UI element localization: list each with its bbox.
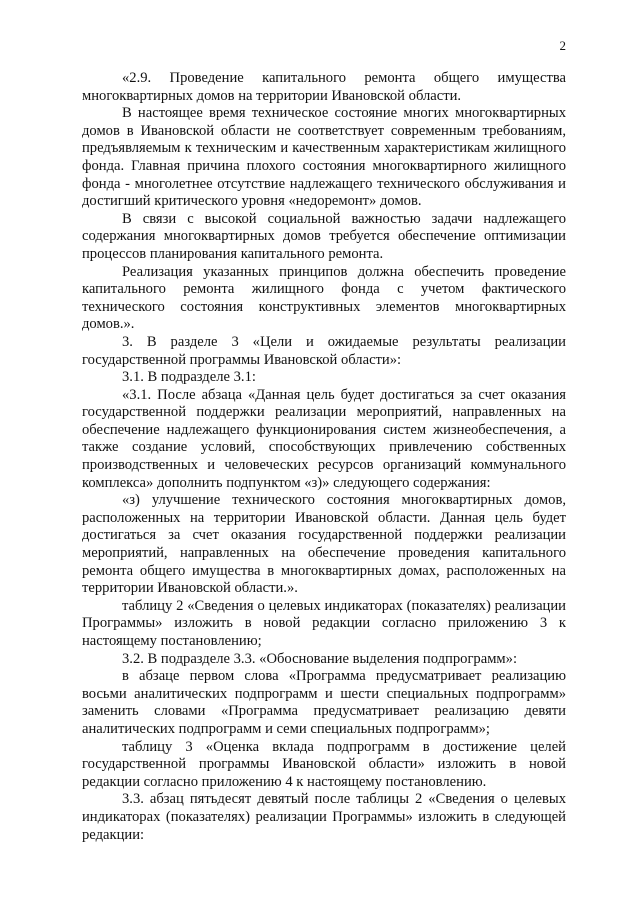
document-body bbox=[82, 70, 566, 844]
paragraph-first-paragraph-words: в абзаце первом слова «Программа предусматривает реализацию восьми аналитических подпрограмм и шести специальных подпрограмм» заменить словами «Программа предусматривает реализацию девяти аналитических подпрограмм и семи специальных подпрограмм»; bbox=[82, 668, 566, 737]
paragraph-principles: Реализация указанных принципов должна обеспечить проведение капитального ремонта жилищного фонда с учетом фактического технического состояния конструктивных элементов многоквартирных домов.». bbox=[82, 263, 566, 333]
paragraph-table-3: таблицу 3 «Оценка вклада подпрограмм в достижение целей государственной программы Ивановской области» изложить в новой редакции согласно приложению 4 к настоящему постановлению. bbox=[82, 738, 566, 790]
paragraph-subitem-z: «з) улучшение технического состояния многоквартирных домов, расположенных на территории Ивановской области. Данная цель будет достигаться за счет оказания государственной поддержки реализации мероприятий, направленных на обеспечение проведения капитального ремонта общего имущества в многоквартирных домах, расположенных на территории Ивановской области.». bbox=[82, 492, 566, 597]
paragraph-section-2-9-title: «2.9. Проведение капитального ремонта общего имущества многоквартирных домов на территории Ивановской области. bbox=[82, 70, 566, 104]
paragraph-subsection-3-3: 3.2. В подразделе 3.3. «Обоснование выделения подпрограмм»: bbox=[122, 650, 518, 667]
paragraph-3-3-fifty-ninth: 3.3. абзац пятьдесят девятый после таблицы 2 «Сведения о целевых индикаторах (показателях) реализации Программы» изложить в следующей редакции: bbox=[82, 791, 566, 843]
paragraph-item-3-1-amendment: «3.1. После абзаца «Данная цель будет достигаться за счет оказания государственной поддержки реализации мероприятий, направленных на обеспечение надлежащего функционирования систем жизнеобеспечения, а также создание условий, способствующих привлечению собственных производственных и человеческих ресурсов организаций коммунального комплекса» дополнить подпунктом «з)» следующего содержания: bbox=[82, 386, 566, 491]
paragraph-subsection-3-1: 3.1. В подразделе 3.1: bbox=[122, 369, 256, 386]
paragraph-section-3: 3. В разделе 3 «Цели и ожидаемые результаты реализации государственной программы Ивановской области»: bbox=[82, 333, 566, 368]
paragraph-social-importance: В связи с высокой социальной важностью задачи надлежащего содержания многоквартирных домов требуется обеспечение оптимизации процессов планирования капитального ремонта. bbox=[82, 210, 566, 262]
paragraph-table-2: таблицу 2 «Сведения о целевых индикаторах (показателях) реализации Программы» изложить в новой редакции согласно приложению 3 к настоящему постановлению; bbox=[82, 597, 566, 649]
page-number: 2 bbox=[559, 38, 566, 53]
paragraph-technical-state: В настоящее время техническое состояние многих многоквартирных домов в Ивановской области не соответствует современным требованиям, предъявляемым к техническим и качественным характеристикам жилищного фонда. Главная причина плохого состояния многоквартирного жилищного фонда - многолетнее отсутствие надлежащего технического обслуживания и достигший критического уровня «недоремонт» домов. bbox=[82, 105, 566, 210]
